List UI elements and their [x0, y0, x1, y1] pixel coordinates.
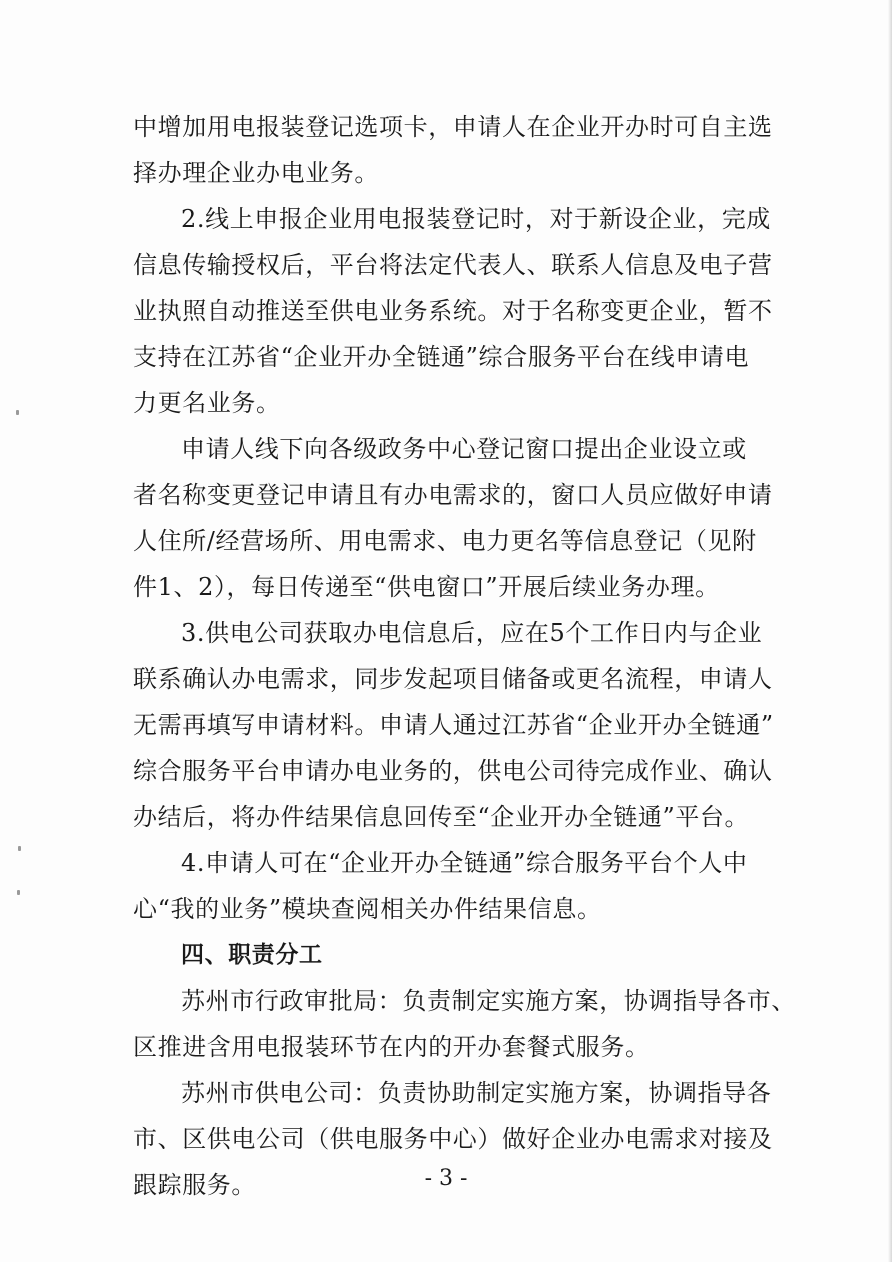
text-line: 支持在江苏省“企业开办全链通”综合服务平台在线申请电	[133, 343, 750, 371]
paragraph-start: 申请人线下向各级政务中心登记窗口提出企业设立或	[181, 435, 747, 463]
text-line: 择办理企业办电业务。	[133, 159, 379, 187]
text-line: 办结后，将办件结果信息回传至“企业开办全链通”平台。	[133, 803, 750, 831]
page-number: - 3 -	[424, 1166, 468, 1191]
paragraph-start: 3.供电公司获取办电信息后，应在5个工作日内与企业	[181, 619, 763, 647]
text-line: 者名称变更登记申请且有办电需求的，窗口人员应做好申请	[133, 481, 773, 509]
text-line: 人住所/经营场所、用电需求、电力更名等信息登记（见附	[133, 527, 757, 555]
text-line: 信息传输授权后，平台将法定代表人、联系人信息及电子营	[133, 251, 773, 279]
text-line: 力更名业务。	[133, 389, 281, 417]
text-line: 综合服务平台申请办电业务的，供电公司待完成作业、确认	[133, 757, 773, 785]
scan-speck	[18, 846, 21, 851]
text-line: 区推进含用电报装环节在内的开办套餐式服务。	[133, 1033, 650, 1061]
paragraph-start: 苏州市行政审批局：负责制定实施方案，协调指导各市、	[181, 987, 796, 1015]
text-line: 心“我的业务”模块查阅相关办件结果信息。	[133, 895, 602, 923]
paragraph-start: 4.申请人可在“企业开办全链通”综合服务平台个人中	[181, 849, 748, 877]
document-body	[133, 104, 796, 1208]
text-line: 无需再填写申请材料。申请人通过江苏省“企业开办全链通”	[133, 711, 774, 739]
text-line: 中增加用电报装登记选项卡，申请人在企业开办时可自主选	[133, 113, 773, 141]
scan-speck	[17, 890, 20, 895]
text-line: 件1、2），每日传递至“供电窗口”开展后续业务办理。	[133, 573, 720, 601]
text-line: 市、区供电公司（供电服务中心）做好企业办电需求对接及	[133, 1125, 773, 1153]
scan-edge-shadow	[888, 0, 892, 1262]
section-heading: 四、职责分工	[181, 942, 323, 968]
paragraph-start: 2.线上申报企业用电报装登记时，对于新设企业，完成	[181, 205, 771, 233]
text-line: 业执照自动推送至供电业务系统。对于名称变更企业，暂不	[133, 297, 773, 325]
text-line: 联系确认办电需求，同步发起项目储备或更名流程，申请人	[133, 665, 773, 693]
text-line: 跟踪服务。	[133, 1171, 256, 1199]
paragraph-start: 苏州市供电公司：负责协助制定实施方案，协调指导各	[181, 1079, 772, 1107]
scan-speck	[16, 410, 19, 415]
